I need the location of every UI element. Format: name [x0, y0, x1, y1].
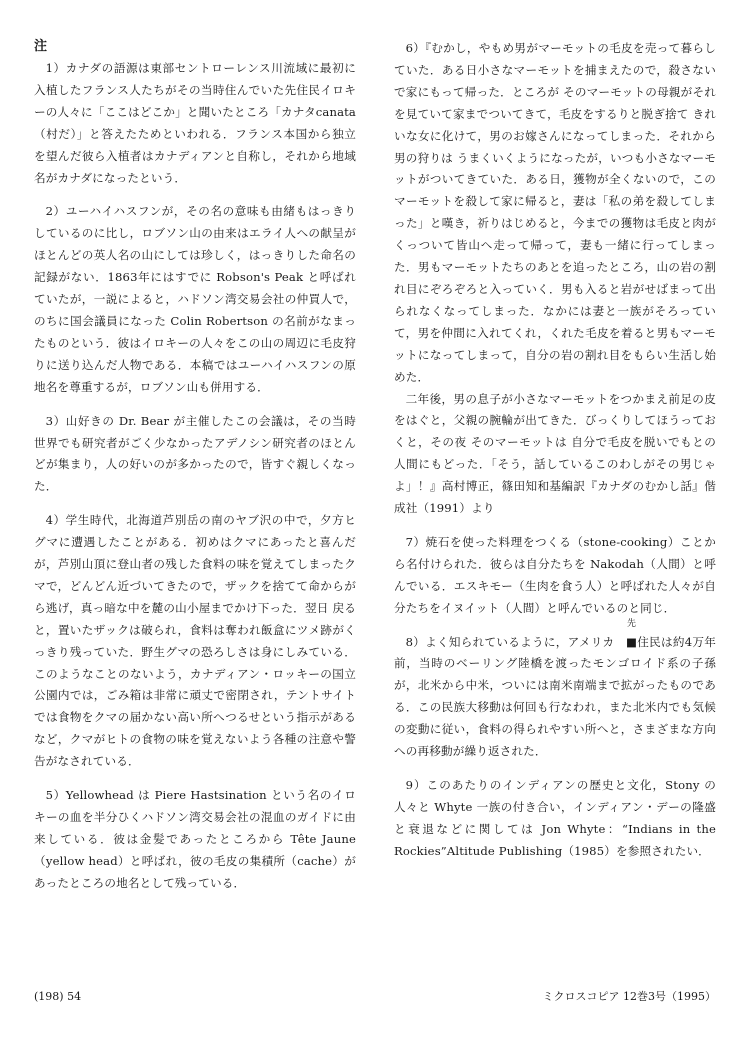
note-7: 7）焼石を使った料理をつくる（stone-cooking）ことから名付けられた．彼らは自分たちを Nakodah（人間）と呼んでいる．エスキモー（生肉を食う人）と呼ばれた人々が自分たちをイヌイット（人間）と呼んでいるのと同じ．	[394, 534, 716, 615]
notes-heading: 注	[34, 39, 48, 54]
notes-column-left	[34, 38, 356, 907]
notes-column-right	[394, 38, 716, 875]
note-8	[394, 618, 717, 763]
note-8-text-after: 住民は約4万年前，当時のベーリング陸橋を渡ったモンゴロイド系の子孫が，北米から中米，ついには南米南端まで拡がったものである．この民族大移動は何回も行なわれ，また北米内でも気候の変動に従い，食料の得られやすい所へと，さまざまな方向への再移動が繰り返された．	[394, 634, 717, 759]
note-8-marked-char	[614, 618, 638, 654]
note-5: 5）Yellowhead は Piere Hastsination という名のイロキーの血を半分ひくハドソン湾交易会社の混血のガイドに由来している．彼は金髪であったところから Tête Jaune（yellow head）と呼ばれ，彼の毛皮の集積所（cache）があったところの地名として残っている．	[34, 788, 356, 890]
note-9: 9）このあたりのインディアンの歴史と文化，Stony の人々と Whyte 一族の付き合い，インディアン・デーの隆盛と衰退などに関しては Jon Whyte：“Indians in the Rockies”Altitude Publishing（1985）を参照されたい．	[394, 778, 716, 858]
note-4: 4）学生時代，北海道芦別岳の南のヤブ沢の中で，夕方ヒグマに遭遇したことがある．初めはクマにあったと喜んだが，芦別山頂に登山者の残した食料の味を覚えてしまったクマで，どんどん近づいてきたので，ザックを捨てて命からがら逃げ，真っ暗な中を麓の山小屋までかけ下った．翌日 戻ると，置いたザックは破られ，食料は奪われ飯盒にツメ跡がくっきり残っていた．野生グマの恐ろしさは身にしみている．このようなことのないよう，カナディアン・ロッキーの国立公園内では，ごみ箱は非常に頑丈で密閉され，テントサイトでは食物をクマの届かない高い所へつるせという指示があるなど，クマがヒトの食物の味を覚えないよう各種の注意や警告がなされている．	[34, 513, 356, 769]
note-8-ruby: 先	[626, 618, 637, 629]
note-8-text-before: 8）よく知られているように，アメリカ	[405, 634, 615, 649]
note-3: 3）山好きの Dr. Bear が主催したこの会議は，その当時世界でも研究者がごく少なかったアデノシン研究者のほとんどが集まり，人の好いのが多かったので，皆すぐ親しくなった．	[34, 413, 356, 494]
journal-citation: ミクロスコピア 12巻3号（1995）	[542, 990, 716, 1003]
note-6-part-2: 二年後，男の息子が小さなマーモットをつかまえ前足の皮をはぐと，父親の腕輪が出てきた．びっくりしてほうっておくと，その夜 そのマーモットは 自分で毛皮を脱いでもとの人間にもどった．「そう，話しているこのわしがその男じゃよ」！』高村博正，篠田知和基編訳『カナダのむかし話』偕成社（1991）より	[394, 391, 716, 516]
note-1: 1）カナダの語源は東部セントローレンス川流域に最初に入植したフランス人たちがその当時住んでいた先住民イロキーの人々に「ここはどこか」と聞いたところ「カナタcanata（村だ）」と答えたためといわれる．フランス本国から独立を望んだ彼ら入植者はカナディアンと自称し，それから地域名がカナダになったという．	[34, 61, 356, 185]
note-2: 2）ユーハイハスフンが，その名の意味も由緒もはっきりしているのに比し，ロブソン山の由来はエライ人への献呈がほとんどの英人名の山にしては珍しく，はっきりした命名の記録がない．1863年にはすでに Robson's Peak と呼ばれていたが，一説によると，ハドソン湾交易会社の仲買人で，のちに国会議員になった Colin Robertson の名前がなまったものという．彼はイロキーの人々をこの山の周辺に毛皮狩りに送り込んだ人物である．本稿ではユーハイハスフンの原地名を尊重するが，ロブソン山も併用する．	[34, 204, 356, 394]
note-6-part-1: 6）『むかし，やもめ男がマーモットの毛皮を売って暮らしていた．ある日小さなマーモットを捕まえたので，殺さないで家にもって帰った．ところが そのマーモットの母親がそれを見ていて家までついてきて，毛皮をするりと脱ぎ捨て きれいな女に化けて，男のお嫁さんになってしまった．それから 男の狩りは うまくいくようになったが，いつも小さなマーモットがついてきていた．ある日，獲物が全くないので，このマーモットを殺して家に帰ると，妻は「私の弟を殺してしまった」と嘆き，祈りはじめると，今までの獲物は毛皮と肉がくっついて皆山へ走って帰って，妻も一緒に行ってしまった．男もマーモットたちのあとを追ったところ，山の岩の割れ目にぞろぞろと入っていく．男も入ると岩がせばまって出られなくなってしまった．なかには妻と一族がそろっていて，男を仲間に入れてくれ，くれた毛皮を着ると男もマーモットになってしまって，自分の岩の割れ目をもらい生活し始めた．	[394, 41, 716, 384]
note-8-mark: ■	[625, 634, 638, 649]
page-number: (198) 54	[34, 990, 82, 1003]
